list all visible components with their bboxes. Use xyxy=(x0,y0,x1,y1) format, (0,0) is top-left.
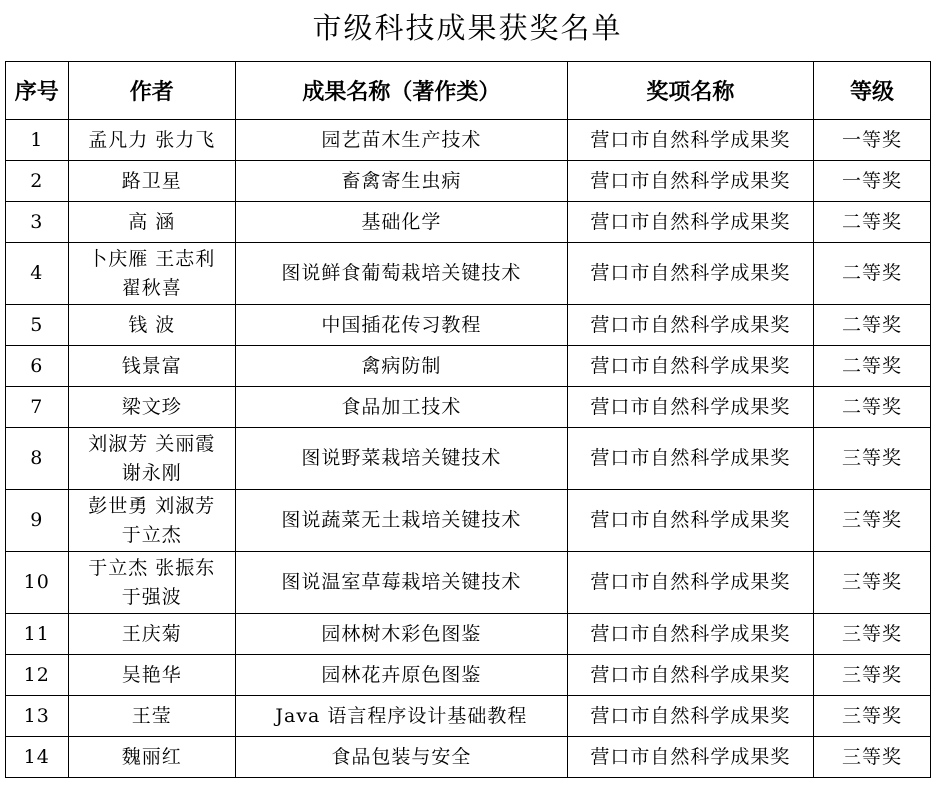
header-prize-name: 奖项名称 xyxy=(567,62,813,120)
cell-grade: 二等奖 xyxy=(813,346,930,387)
cell-grade: 一等奖 xyxy=(813,161,930,202)
cell-number: 10 xyxy=(6,552,69,614)
table-row xyxy=(6,655,931,696)
cell-prize-name: 营口市自然科学成果奖 xyxy=(567,552,813,614)
cell-prize-name: 营口市自然科学成果奖 xyxy=(567,305,813,346)
cell-work-title: 园艺苗木生产技术 xyxy=(235,120,567,161)
cell-prize-name: 营口市自然科学成果奖 xyxy=(567,387,813,428)
cell-work-title: 食品包装与安全 xyxy=(235,737,567,778)
cell-grade: 二等奖 xyxy=(813,305,930,346)
cell-authors: 路卫星 xyxy=(68,161,235,202)
cell-authors: 刘淑芳 关丽霞 谢永刚 xyxy=(68,428,235,490)
cell-authors: 钱景富 xyxy=(68,346,235,387)
cell-number: 1 xyxy=(6,120,69,161)
cell-number: 11 xyxy=(6,614,69,655)
cell-authors: 魏丽红 xyxy=(68,737,235,778)
cell-grade: 三等奖 xyxy=(813,737,930,778)
awards-table xyxy=(5,61,931,778)
header-author: 作者 xyxy=(68,62,235,120)
table-row xyxy=(6,346,931,387)
cell-work-title: 图说温室草莓栽培关键技术 xyxy=(235,552,567,614)
cell-number: 8 xyxy=(6,428,69,490)
cell-grade: 三等奖 xyxy=(813,552,930,614)
cell-authors: 高 涵 xyxy=(68,202,235,243)
cell-authors: 王莹 xyxy=(68,696,235,737)
cell-work-title: 图说蔬菜无土栽培关键技术 xyxy=(235,490,567,552)
page-title: 市级科技成果获奖名单 xyxy=(312,11,623,45)
table-row xyxy=(6,202,931,243)
cell-authors: 孟凡力 张力飞 xyxy=(68,120,235,161)
cell-grade: 二等奖 xyxy=(813,202,930,243)
cell-prize-name: 营口市自然科学成果奖 xyxy=(567,120,813,161)
table-row xyxy=(6,490,931,552)
cell-grade: 三等奖 xyxy=(813,614,930,655)
cell-grade: 一等奖 xyxy=(813,120,930,161)
cell-work-title: 中国插花传习教程 xyxy=(235,305,567,346)
table-row xyxy=(6,737,931,778)
table-row xyxy=(6,428,931,490)
table-row xyxy=(6,120,931,161)
cell-work-title: 禽病防制 xyxy=(235,346,567,387)
cell-work-title: 图说野菜栽培关键技术 xyxy=(235,428,567,490)
cell-work-title: 畜禽寄生虫病 xyxy=(235,161,567,202)
cell-number: 2 xyxy=(6,161,69,202)
cell-work-title: 基础化学 xyxy=(235,202,567,243)
cell-grade: 二等奖 xyxy=(813,243,930,305)
table-row xyxy=(6,614,931,655)
cell-work-title: 园林树木彩色图鉴 xyxy=(235,614,567,655)
cell-prize-name: 营口市自然科学成果奖 xyxy=(567,161,813,202)
cell-prize-name: 营口市自然科学成果奖 xyxy=(567,202,813,243)
cell-authors: 卜庆雁 王志利 翟秋喜 xyxy=(68,243,235,305)
cell-work-title: 园林花卉原色图鉴 xyxy=(235,655,567,696)
cell-grade: 三等奖 xyxy=(813,490,930,552)
cell-prize-name: 营口市自然科学成果奖 xyxy=(567,490,813,552)
cell-prize-name: 营口市自然科学成果奖 xyxy=(567,696,813,737)
cell-grade: 三等奖 xyxy=(813,428,930,490)
table-row xyxy=(6,552,931,614)
cell-authors: 梁文珍 xyxy=(68,387,235,428)
cell-prize-name: 营口市自然科学成果奖 xyxy=(567,428,813,490)
cell-number: 6 xyxy=(6,346,69,387)
cell-number: 5 xyxy=(6,305,69,346)
table-row xyxy=(6,305,931,346)
header-grade: 等级 xyxy=(813,62,930,120)
table-row xyxy=(6,161,931,202)
header-number: 序号 xyxy=(6,62,69,120)
cell-grade: 三等奖 xyxy=(813,696,930,737)
cell-work-title: Java 语言程序设计基础教程 xyxy=(235,696,567,737)
table-row xyxy=(6,243,931,305)
header-work-title: 成果名称（著作类） xyxy=(235,62,567,120)
cell-authors: 钱 波 xyxy=(68,305,235,346)
cell-number: 14 xyxy=(6,737,69,778)
cell-number: 4 xyxy=(6,243,69,305)
table-row xyxy=(6,696,931,737)
cell-number: 13 xyxy=(6,696,69,737)
table-row xyxy=(6,387,931,428)
cell-authors: 彭世勇 刘淑芳 于立杰 xyxy=(68,490,235,552)
cell-grade: 三等奖 xyxy=(813,655,930,696)
cell-number: 12 xyxy=(6,655,69,696)
cell-prize-name: 营口市自然科学成果奖 xyxy=(567,346,813,387)
cell-authors: 于立杰 张振东 于强波 xyxy=(68,552,235,614)
cell-number: 9 xyxy=(6,490,69,552)
cell-number: 7 xyxy=(6,387,69,428)
cell-work-title: 图说鲜食葡萄栽培关键技术 xyxy=(235,243,567,305)
cell-prize-name: 营口市自然科学成果奖 xyxy=(567,614,813,655)
cell-work-title: 食品加工技术 xyxy=(235,387,567,428)
cell-prize-name: 营口市自然科学成果奖 xyxy=(567,243,813,305)
cell-authors: 吴艳华 xyxy=(68,655,235,696)
cell-prize-name: 营口市自然科学成果奖 xyxy=(567,655,813,696)
cell-grade: 二等奖 xyxy=(813,387,930,428)
cell-authors: 王庆菊 xyxy=(68,614,235,655)
cell-number: 3 xyxy=(6,202,69,243)
cell-prize-name: 营口市自然科学成果奖 xyxy=(567,737,813,778)
table-header-row xyxy=(6,62,931,120)
